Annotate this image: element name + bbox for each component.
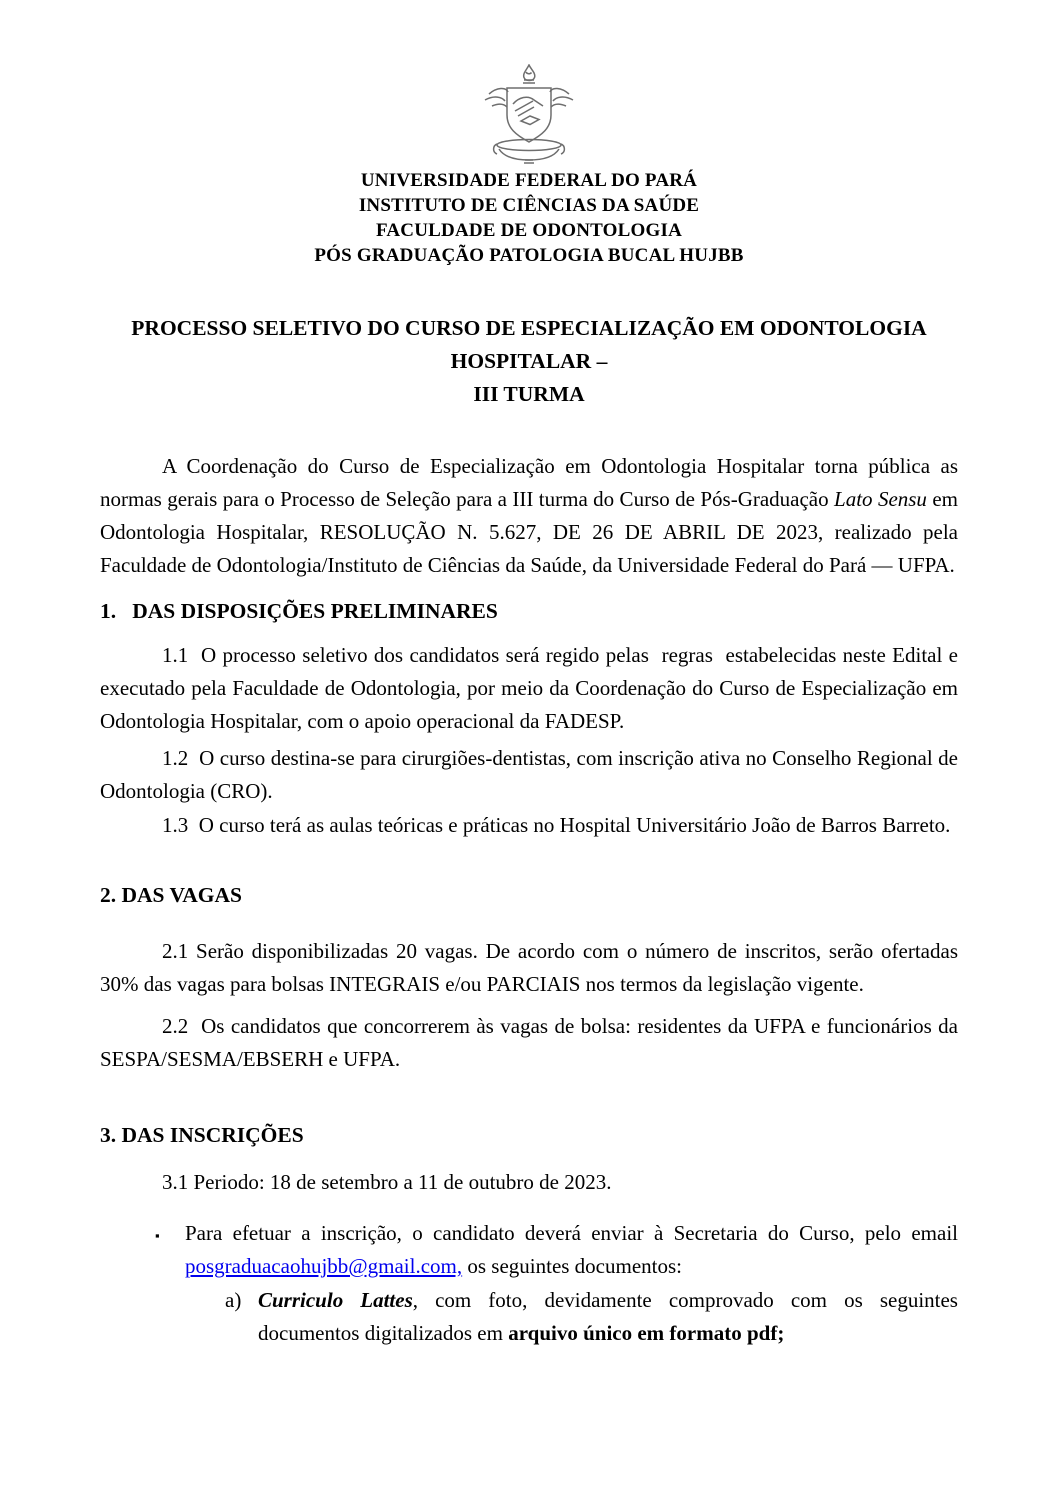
paragraph-2-2: 2.2 Os candidatos que concorrerem às vagas de bolsa: residentes da UFPA e funcionários da SESPA/SESMA/EBSERH e UFPA. — [100, 1014, 958, 1071]
paragraph-1-2: 1.2 O curso destina-se para cirurgiões-dentistas, com inscrição ativa no Conselho Regional de Odontologia (CRO). — [100, 746, 958, 803]
bullet-text-1: Para efetuar a inscrição, o candidato deverá enviar à Secretaria do Curso, pelo email — [185, 1221, 958, 1245]
document-list-item-a — [225, 1284, 958, 1350]
item-a-label: a) — [225, 1288, 242, 1312]
section-2-heading: 2. DAS VAGAS — [100, 883, 242, 907]
paragraph-2-1: 2.1 Serão disponibilizadas 20 vagas. De acordo com o número de inscritos, serão ofertadas 30% das vagas para bolsas INTEGRAIS e/ou PARCIAIS nos termos da legislação vigente. — [100, 939, 958, 996]
org-line-postgrad: PÓS GRADUAÇÃO PATOLOGIA BUCAL HUJBB — [314, 245, 744, 266]
email-link[interactable]: posgraduacaohujbb@gmail.com, — [185, 1254, 463, 1278]
section-3-heading: 3. DAS INSCRIÇÕES — [100, 1123, 304, 1147]
paragraph-3-1: 3.1 Periodo: 18 de setembro a 11 de outubro de 2023. — [162, 1170, 612, 1194]
ufpa-coat-of-arms-logo — [468, 64, 590, 166]
org-line-university: UNIVERSIDADE FEDERAL DO PARÁ — [360, 170, 698, 191]
intro-paragraph — [100, 450, 958, 582]
bullet-text-2: os seguintes documentos: — [462, 1254, 683, 1278]
org-header — [100, 168, 958, 268]
paragraph-1-1: 1.1 O processo seletivo dos candidatos será regido pelas regras estabelecidas neste Edital e executado pela Faculdade de Odontologia, por meio da Coordenação do Curso de Especialização em Odontologia Hospitalar, com o apoio operacional da FADESP. — [100, 643, 958, 733]
section-1-heading: 1. DAS DISPOSIÇÕES PRELIMINARES — [100, 599, 498, 623]
title-line-2: III TURMA — [473, 382, 585, 406]
intro-text-2: em Odontologia Hospitalar, RESOLUÇÃO N. 5.627, DE 26 DE ABRIL DE 2023, realizado pela Faculdade de Odontologia/Instituto de Ciências da Saúde, da Universidade Federal do Pará — UFPA. — [100, 487, 958, 577]
document-title — [100, 312, 958, 411]
paragraph-1-3: 1.3 O curso terá as aulas teóricas e práticas no Hospital Universitário João de Barros Barreto. — [162, 813, 951, 837]
org-line-faculty: FACULDADE DE ODONTOLOGIA — [375, 220, 683, 241]
item-a-text: , com foto, devidamente comprovado com os seguintes documentos digitalizados em — [258, 1288, 958, 1345]
intro-text-1: A Coordenação do Curso de Especialização em Odontologia Hospitalar torna pública as normas gerais para o Processo de Seleção para a III turma do Curso de Pós-Graduação — [100, 454, 958, 511]
title-line-1: PROCESSO SELETIVO DO CURSO DE ESPECIALIZAÇÃO EM ODONTOLOGIA HOSPITALAR – — [131, 316, 927, 373]
curriculo-lattes-italic: Curriculo Lattes — [258, 1288, 413, 1312]
square-bullet-icon: ▪ — [155, 1228, 160, 1243]
inscription-bullet-item — [155, 1217, 958, 1283]
item-a-bold-text: arquivo único em formato pdf; — [508, 1321, 785, 1345]
lato-sensu-italic: Lato Sensu — [834, 487, 927, 511]
org-line-institute: INSTITUTO DE CIÊNCIAS DA SAÚDE — [358, 195, 700, 216]
